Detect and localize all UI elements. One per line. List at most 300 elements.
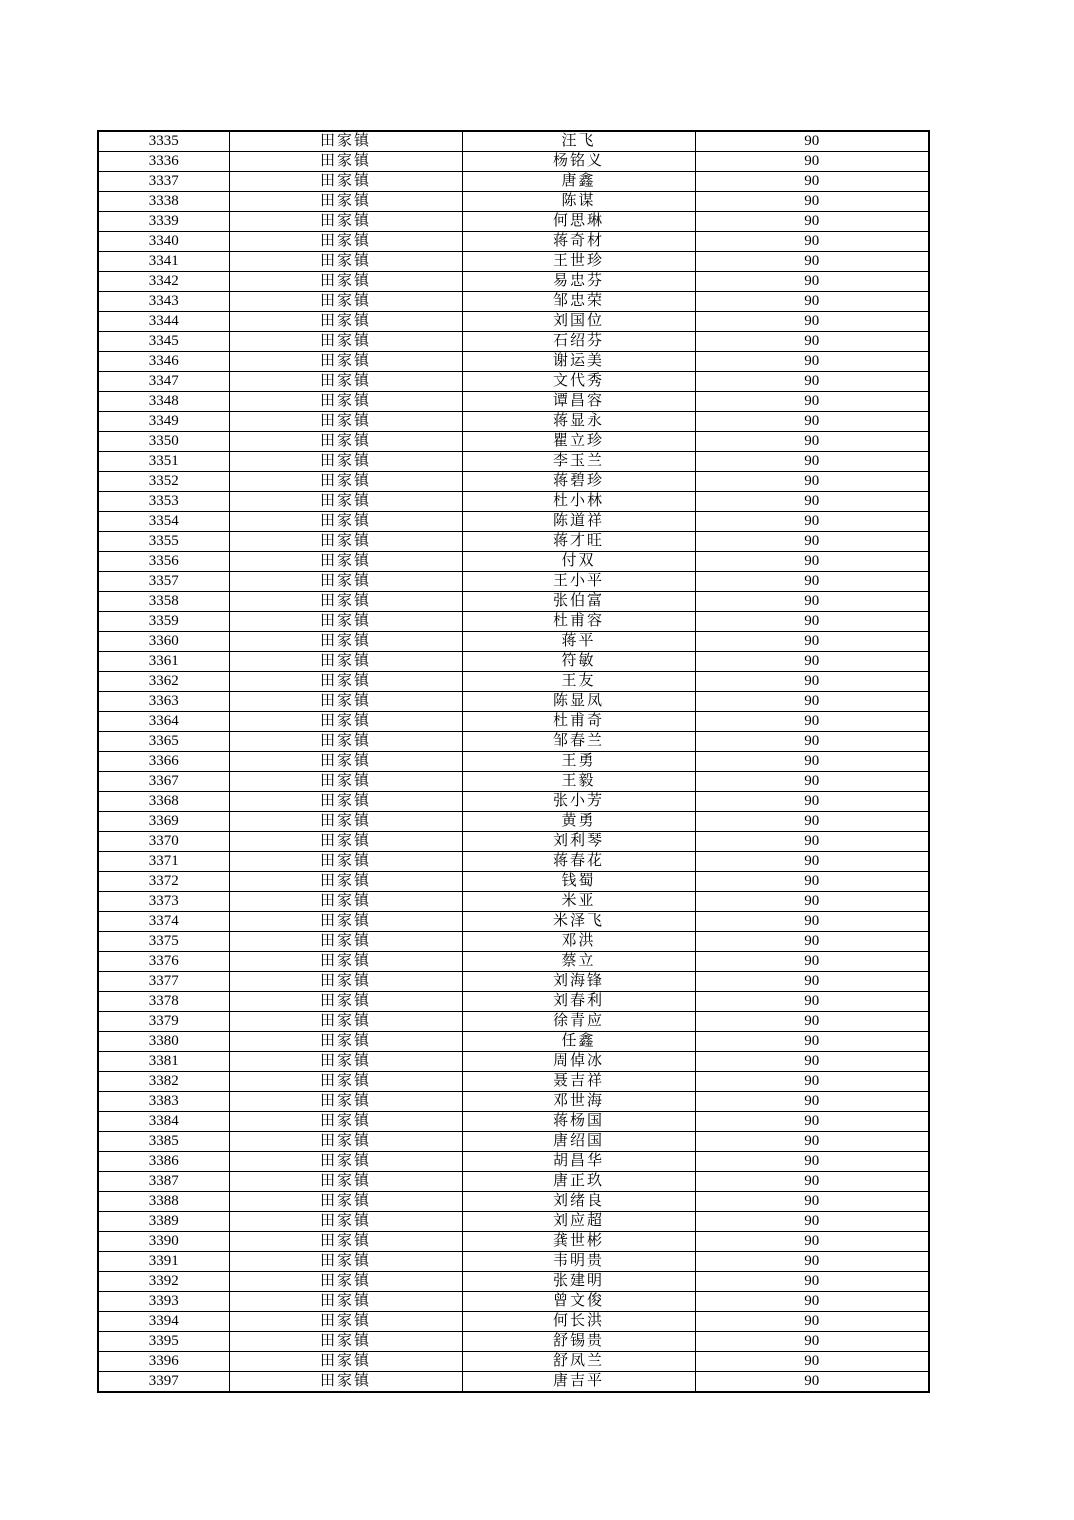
score-cell: 90 xyxy=(695,792,929,812)
row-number-cell: 3338 xyxy=(98,192,229,212)
table-row xyxy=(98,1192,929,1212)
name-cell: 何思琳 xyxy=(462,212,695,232)
table-row xyxy=(98,1152,929,1172)
table-row xyxy=(98,172,929,192)
table-row xyxy=(98,1372,929,1393)
row-number-cell: 3380 xyxy=(98,1032,229,1052)
table-row xyxy=(98,752,929,772)
name-cell: 王毅 xyxy=(462,772,695,792)
score-cell: 90 xyxy=(695,1372,929,1393)
row-number-cell: 3385 xyxy=(98,1132,229,1152)
town-cell: 田家镇 xyxy=(229,1212,462,1232)
town-cell: 田家镇 xyxy=(229,1372,462,1393)
table-row xyxy=(98,352,929,372)
table-row xyxy=(98,192,929,212)
name-cell: 付双 xyxy=(462,552,695,572)
town-cell: 田家镇 xyxy=(229,172,462,192)
row-number-cell: 3377 xyxy=(98,972,229,992)
table-row xyxy=(98,892,929,912)
table-row xyxy=(98,552,929,572)
name-cell: 舒凤兰 xyxy=(462,1352,695,1372)
table-row xyxy=(98,692,929,712)
name-cell: 瞿立珍 xyxy=(462,432,695,452)
name-cell: 邹春兰 xyxy=(462,732,695,752)
name-cell: 陈道祥 xyxy=(462,512,695,532)
row-number-cell: 3390 xyxy=(98,1232,229,1252)
town-cell: 田家镇 xyxy=(229,632,462,652)
name-cell: 符敏 xyxy=(462,652,695,672)
town-cell: 田家镇 xyxy=(229,1072,462,1092)
row-number-cell: 3361 xyxy=(98,652,229,672)
table-row xyxy=(98,332,929,352)
name-cell: 谭昌容 xyxy=(462,392,695,412)
row-number-cell: 3350 xyxy=(98,432,229,452)
name-cell: 任鑫 xyxy=(462,1032,695,1052)
table-row xyxy=(98,772,929,792)
town-cell: 田家镇 xyxy=(229,672,462,692)
row-number-cell: 3342 xyxy=(98,272,229,292)
row-number-cell: 3387 xyxy=(98,1172,229,1192)
score-cell: 90 xyxy=(695,1072,929,1092)
table-row xyxy=(98,972,929,992)
score-cell: 90 xyxy=(695,532,929,552)
name-cell: 文代秀 xyxy=(462,372,695,392)
table-row xyxy=(98,992,929,1012)
table-row xyxy=(98,312,929,332)
name-cell: 汪飞 xyxy=(462,131,695,152)
town-cell: 田家镇 xyxy=(229,492,462,512)
score-cell: 90 xyxy=(695,752,929,772)
town-cell: 田家镇 xyxy=(229,1232,462,1252)
row-number-cell: 3396 xyxy=(98,1352,229,1372)
town-cell: 田家镇 xyxy=(229,692,462,712)
score-cell: 90 xyxy=(695,892,929,912)
name-cell: 杜甫奇 xyxy=(462,712,695,732)
row-number-cell: 3351 xyxy=(98,452,229,472)
town-cell: 田家镇 xyxy=(229,832,462,852)
score-cell: 90 xyxy=(695,1152,929,1172)
roster-table xyxy=(97,130,930,1393)
score-cell: 90 xyxy=(695,332,929,352)
name-cell: 刘应超 xyxy=(462,1212,695,1232)
table-row xyxy=(98,532,929,552)
row-number-cell: 3339 xyxy=(98,212,229,232)
score-cell: 90 xyxy=(695,1252,929,1272)
table-row xyxy=(98,432,929,452)
town-cell: 田家镇 xyxy=(229,332,462,352)
town-cell: 田家镇 xyxy=(229,1112,462,1132)
row-number-cell: 3348 xyxy=(98,392,229,412)
score-cell: 90 xyxy=(695,472,929,492)
table-row xyxy=(98,592,929,612)
table-row xyxy=(98,612,929,632)
row-number-cell: 3368 xyxy=(98,792,229,812)
score-cell: 90 xyxy=(695,1172,929,1192)
town-cell: 田家镇 xyxy=(229,1292,462,1312)
row-number-cell: 3353 xyxy=(98,492,229,512)
row-number-cell: 3352 xyxy=(98,472,229,492)
town-cell: 田家镇 xyxy=(229,892,462,912)
row-number-cell: 3391 xyxy=(98,1252,229,1272)
table-row xyxy=(98,252,929,272)
name-cell: 刘利琴 xyxy=(462,832,695,852)
score-cell: 90 xyxy=(695,292,929,312)
row-number-cell: 3360 xyxy=(98,632,229,652)
score-cell: 90 xyxy=(695,372,929,392)
score-cell: 90 xyxy=(695,512,929,532)
name-cell: 王小平 xyxy=(462,572,695,592)
table-row xyxy=(98,232,929,252)
table-row xyxy=(98,952,929,972)
score-cell: 90 xyxy=(695,152,929,172)
table-row xyxy=(98,452,929,472)
row-number-cell: 3354 xyxy=(98,512,229,532)
score-cell: 90 xyxy=(695,772,929,792)
score-cell: 90 xyxy=(695,612,929,632)
score-cell: 90 xyxy=(695,692,929,712)
name-cell: 蔡立 xyxy=(462,952,695,972)
town-cell: 田家镇 xyxy=(229,952,462,972)
town-cell: 田家镇 xyxy=(229,752,462,772)
table-row xyxy=(98,1272,929,1292)
name-cell: 聂吉祥 xyxy=(462,1072,695,1092)
town-cell: 田家镇 xyxy=(229,652,462,672)
row-number-cell: 3381 xyxy=(98,1052,229,1072)
score-cell: 90 xyxy=(695,832,929,852)
row-number-cell: 3369 xyxy=(98,812,229,832)
row-number-cell: 3388 xyxy=(98,1192,229,1212)
name-cell: 唐绍国 xyxy=(462,1132,695,1152)
score-cell: 90 xyxy=(695,1192,929,1212)
table-row xyxy=(98,1052,929,1072)
row-number-cell: 3384 xyxy=(98,1112,229,1132)
score-cell: 90 xyxy=(695,352,929,372)
row-number-cell: 3347 xyxy=(98,372,229,392)
name-cell: 蒋杨国 xyxy=(462,1112,695,1132)
name-cell: 石绍芬 xyxy=(462,332,695,352)
row-number-cell: 3340 xyxy=(98,232,229,252)
row-number-cell: 3355 xyxy=(98,532,229,552)
row-number-cell: 3363 xyxy=(98,692,229,712)
name-cell: 何长洪 xyxy=(462,1312,695,1332)
town-cell: 田家镇 xyxy=(229,572,462,592)
row-number-cell: 3356 xyxy=(98,552,229,572)
row-number-cell: 3383 xyxy=(98,1092,229,1112)
town-cell: 田家镇 xyxy=(229,452,462,472)
name-cell: 周倬冰 xyxy=(462,1052,695,1072)
score-cell: 90 xyxy=(695,852,929,872)
town-cell: 田家镇 xyxy=(229,732,462,752)
name-cell: 蒋奇材 xyxy=(462,232,695,252)
name-cell: 蒋碧珍 xyxy=(462,472,695,492)
table-row xyxy=(98,1252,929,1272)
table-row xyxy=(98,1032,929,1052)
score-cell: 90 xyxy=(695,912,929,932)
town-cell: 田家镇 xyxy=(229,1132,462,1152)
table-row xyxy=(98,652,929,672)
town-cell: 田家镇 xyxy=(229,1172,462,1192)
town-cell: 田家镇 xyxy=(229,272,462,292)
score-cell: 90 xyxy=(695,812,929,832)
table-row xyxy=(98,392,929,412)
score-cell: 90 xyxy=(695,312,929,332)
name-cell: 张建明 xyxy=(462,1272,695,1292)
name-cell: 韦明贵 xyxy=(462,1252,695,1272)
table-row xyxy=(98,1292,929,1312)
table-row xyxy=(98,272,929,292)
name-cell: 米亚 xyxy=(462,892,695,912)
name-cell: 刘国位 xyxy=(462,312,695,332)
town-cell: 田家镇 xyxy=(229,472,462,492)
town-cell: 田家镇 xyxy=(229,152,462,172)
row-number-cell: 3335 xyxy=(98,131,229,152)
row-number-cell: 3394 xyxy=(98,1312,229,1332)
table-row xyxy=(98,292,929,312)
table-row xyxy=(98,472,929,492)
row-number-cell: 3371 xyxy=(98,852,229,872)
row-number-cell: 3346 xyxy=(98,352,229,372)
score-cell: 90 xyxy=(695,992,929,1012)
row-number-cell: 3341 xyxy=(98,252,229,272)
score-cell: 90 xyxy=(695,212,929,232)
score-cell: 90 xyxy=(695,392,929,412)
table-row xyxy=(98,372,929,392)
name-cell: 邓洪 xyxy=(462,932,695,952)
town-cell: 田家镇 xyxy=(229,232,462,252)
name-cell: 舒锡贵 xyxy=(462,1332,695,1352)
town-cell: 田家镇 xyxy=(229,772,462,792)
name-cell: 杜甫容 xyxy=(462,612,695,632)
name-cell: 唐鑫 xyxy=(462,172,695,192)
name-cell: 刘春利 xyxy=(462,992,695,1012)
table-row xyxy=(98,1072,929,1092)
town-cell: 田家镇 xyxy=(229,1092,462,1112)
table-row xyxy=(98,912,929,932)
score-cell: 90 xyxy=(695,1212,929,1232)
table-row xyxy=(98,1332,929,1352)
row-number-cell: 3336 xyxy=(98,152,229,172)
name-cell: 唐正玖 xyxy=(462,1172,695,1192)
score-cell: 90 xyxy=(695,872,929,892)
town-cell: 田家镇 xyxy=(229,1312,462,1332)
row-number-cell: 3367 xyxy=(98,772,229,792)
name-cell: 邹忠荣 xyxy=(462,292,695,312)
town-cell: 田家镇 xyxy=(229,932,462,952)
name-cell: 蒋才旺 xyxy=(462,532,695,552)
score-cell: 90 xyxy=(695,1312,929,1332)
town-cell: 田家镇 xyxy=(229,612,462,632)
name-cell: 徐青应 xyxy=(462,1012,695,1032)
name-cell: 张伯富 xyxy=(462,592,695,612)
score-cell: 90 xyxy=(695,712,929,732)
roster-body xyxy=(98,131,929,1392)
score-cell: 90 xyxy=(695,1032,929,1052)
score-cell: 90 xyxy=(695,572,929,592)
town-cell: 田家镇 xyxy=(229,432,462,452)
score-cell: 90 xyxy=(695,652,929,672)
name-cell: 米泽飞 xyxy=(462,912,695,932)
name-cell: 谢运美 xyxy=(462,352,695,372)
name-cell: 刘绪良 xyxy=(462,1192,695,1212)
score-cell: 90 xyxy=(695,1332,929,1352)
score-cell: 90 xyxy=(695,672,929,692)
table-row xyxy=(98,1312,929,1332)
town-cell: 田家镇 xyxy=(229,1152,462,1172)
name-cell: 刘海锋 xyxy=(462,972,695,992)
score-cell: 90 xyxy=(695,732,929,752)
town-cell: 田家镇 xyxy=(229,992,462,1012)
town-cell: 田家镇 xyxy=(229,1012,462,1032)
name-cell: 张小芳 xyxy=(462,792,695,812)
table-row xyxy=(98,1112,929,1132)
score-cell: 90 xyxy=(695,932,929,952)
score-cell: 90 xyxy=(695,1132,929,1152)
town-cell: 田家镇 xyxy=(229,1052,462,1072)
name-cell: 邓世海 xyxy=(462,1092,695,1112)
town-cell: 田家镇 xyxy=(229,252,462,272)
row-number-cell: 3373 xyxy=(98,892,229,912)
row-number-cell: 3379 xyxy=(98,1012,229,1032)
row-number-cell: 3397 xyxy=(98,1372,229,1393)
town-cell: 田家镇 xyxy=(229,972,462,992)
score-cell: 90 xyxy=(695,1092,929,1112)
name-cell: 杜小林 xyxy=(462,492,695,512)
row-number-cell: 3357 xyxy=(98,572,229,592)
score-cell: 90 xyxy=(695,1232,929,1252)
score-cell: 90 xyxy=(695,1272,929,1292)
name-cell: 蒋显永 xyxy=(462,412,695,432)
table-row xyxy=(98,672,929,692)
score-cell: 90 xyxy=(695,592,929,612)
row-number-cell: 3337 xyxy=(98,172,229,192)
score-cell: 90 xyxy=(695,1292,929,1312)
row-number-cell: 3370 xyxy=(98,832,229,852)
score-cell: 90 xyxy=(695,632,929,652)
score-cell: 90 xyxy=(695,1352,929,1372)
table-row xyxy=(98,632,929,652)
town-cell: 田家镇 xyxy=(229,312,462,332)
score-cell: 90 xyxy=(695,552,929,572)
town-cell: 田家镇 xyxy=(229,552,462,572)
name-cell: 王友 xyxy=(462,672,695,692)
table-row xyxy=(98,732,929,752)
town-cell: 田家镇 xyxy=(229,1252,462,1272)
name-cell: 杨铭义 xyxy=(462,152,695,172)
row-number-cell: 3375 xyxy=(98,932,229,952)
row-number-cell: 3389 xyxy=(98,1212,229,1232)
name-cell: 王勇 xyxy=(462,752,695,772)
name-cell: 李玉兰 xyxy=(462,452,695,472)
row-number-cell: 3372 xyxy=(98,872,229,892)
score-cell: 90 xyxy=(695,492,929,512)
row-number-cell: 3386 xyxy=(98,1152,229,1172)
name-cell: 黄勇 xyxy=(462,812,695,832)
row-number-cell: 3378 xyxy=(98,992,229,1012)
name-cell: 王世珍 xyxy=(462,252,695,272)
row-number-cell: 3376 xyxy=(98,952,229,972)
town-cell: 田家镇 xyxy=(229,912,462,932)
row-number-cell: 3374 xyxy=(98,912,229,932)
name-cell: 钱蜀 xyxy=(462,872,695,892)
score-cell: 90 xyxy=(695,172,929,192)
name-cell: 龚世彬 xyxy=(462,1232,695,1252)
town-cell: 田家镇 xyxy=(229,532,462,552)
row-number-cell: 3364 xyxy=(98,712,229,732)
score-cell: 90 xyxy=(695,232,929,252)
row-number-cell: 3393 xyxy=(98,1292,229,1312)
town-cell: 田家镇 xyxy=(229,512,462,532)
town-cell: 田家镇 xyxy=(229,812,462,832)
name-cell: 曾文俊 xyxy=(462,1292,695,1312)
table-row xyxy=(98,792,929,812)
score-cell: 90 xyxy=(695,1012,929,1032)
table-row xyxy=(98,832,929,852)
town-cell: 田家镇 xyxy=(229,292,462,312)
town-cell: 田家镇 xyxy=(229,872,462,892)
town-cell: 田家镇 xyxy=(229,131,462,152)
name-cell: 蒋春花 xyxy=(462,852,695,872)
row-number-cell: 3366 xyxy=(98,752,229,772)
row-number-cell: 3395 xyxy=(98,1332,229,1352)
table-row xyxy=(98,1212,929,1232)
table-row xyxy=(98,152,929,172)
table-row xyxy=(98,712,929,732)
score-cell: 90 xyxy=(695,1112,929,1132)
town-cell: 田家镇 xyxy=(229,592,462,612)
name-cell: 陈谋 xyxy=(462,192,695,212)
town-cell: 田家镇 xyxy=(229,852,462,872)
score-cell: 90 xyxy=(695,252,929,272)
row-number-cell: 3358 xyxy=(98,592,229,612)
score-cell: 90 xyxy=(695,952,929,972)
row-number-cell: 3365 xyxy=(98,732,229,752)
row-number-cell: 3349 xyxy=(98,412,229,432)
table-row xyxy=(98,812,929,832)
town-cell: 田家镇 xyxy=(229,212,462,232)
table-row xyxy=(98,852,929,872)
town-cell: 田家镇 xyxy=(229,372,462,392)
table-row xyxy=(98,1132,929,1152)
row-number-cell: 3343 xyxy=(98,292,229,312)
town-cell: 田家镇 xyxy=(229,1032,462,1052)
score-cell: 90 xyxy=(695,272,929,292)
score-cell: 90 xyxy=(695,131,929,152)
score-cell: 90 xyxy=(695,412,929,432)
score-cell: 90 xyxy=(695,452,929,472)
table-row xyxy=(98,1012,929,1032)
name-cell: 易忠芬 xyxy=(462,272,695,292)
score-cell: 90 xyxy=(695,1052,929,1072)
score-cell: 90 xyxy=(695,972,929,992)
town-cell: 田家镇 xyxy=(229,392,462,412)
table-row xyxy=(98,512,929,532)
table-row xyxy=(98,1232,929,1252)
name-cell: 唐吉平 xyxy=(462,1372,695,1393)
table-row xyxy=(98,932,929,952)
name-cell: 胡昌华 xyxy=(462,1152,695,1172)
table-row xyxy=(98,131,929,152)
row-number-cell: 3345 xyxy=(98,332,229,352)
town-cell: 田家镇 xyxy=(229,352,462,372)
town-cell: 田家镇 xyxy=(229,192,462,212)
score-cell: 90 xyxy=(695,432,929,452)
table-row xyxy=(98,1352,929,1372)
town-cell: 田家镇 xyxy=(229,412,462,432)
table-row xyxy=(98,1092,929,1112)
name-cell: 陈显凤 xyxy=(462,692,695,712)
name-cell: 蒋平 xyxy=(462,632,695,652)
town-cell: 田家镇 xyxy=(229,1272,462,1292)
